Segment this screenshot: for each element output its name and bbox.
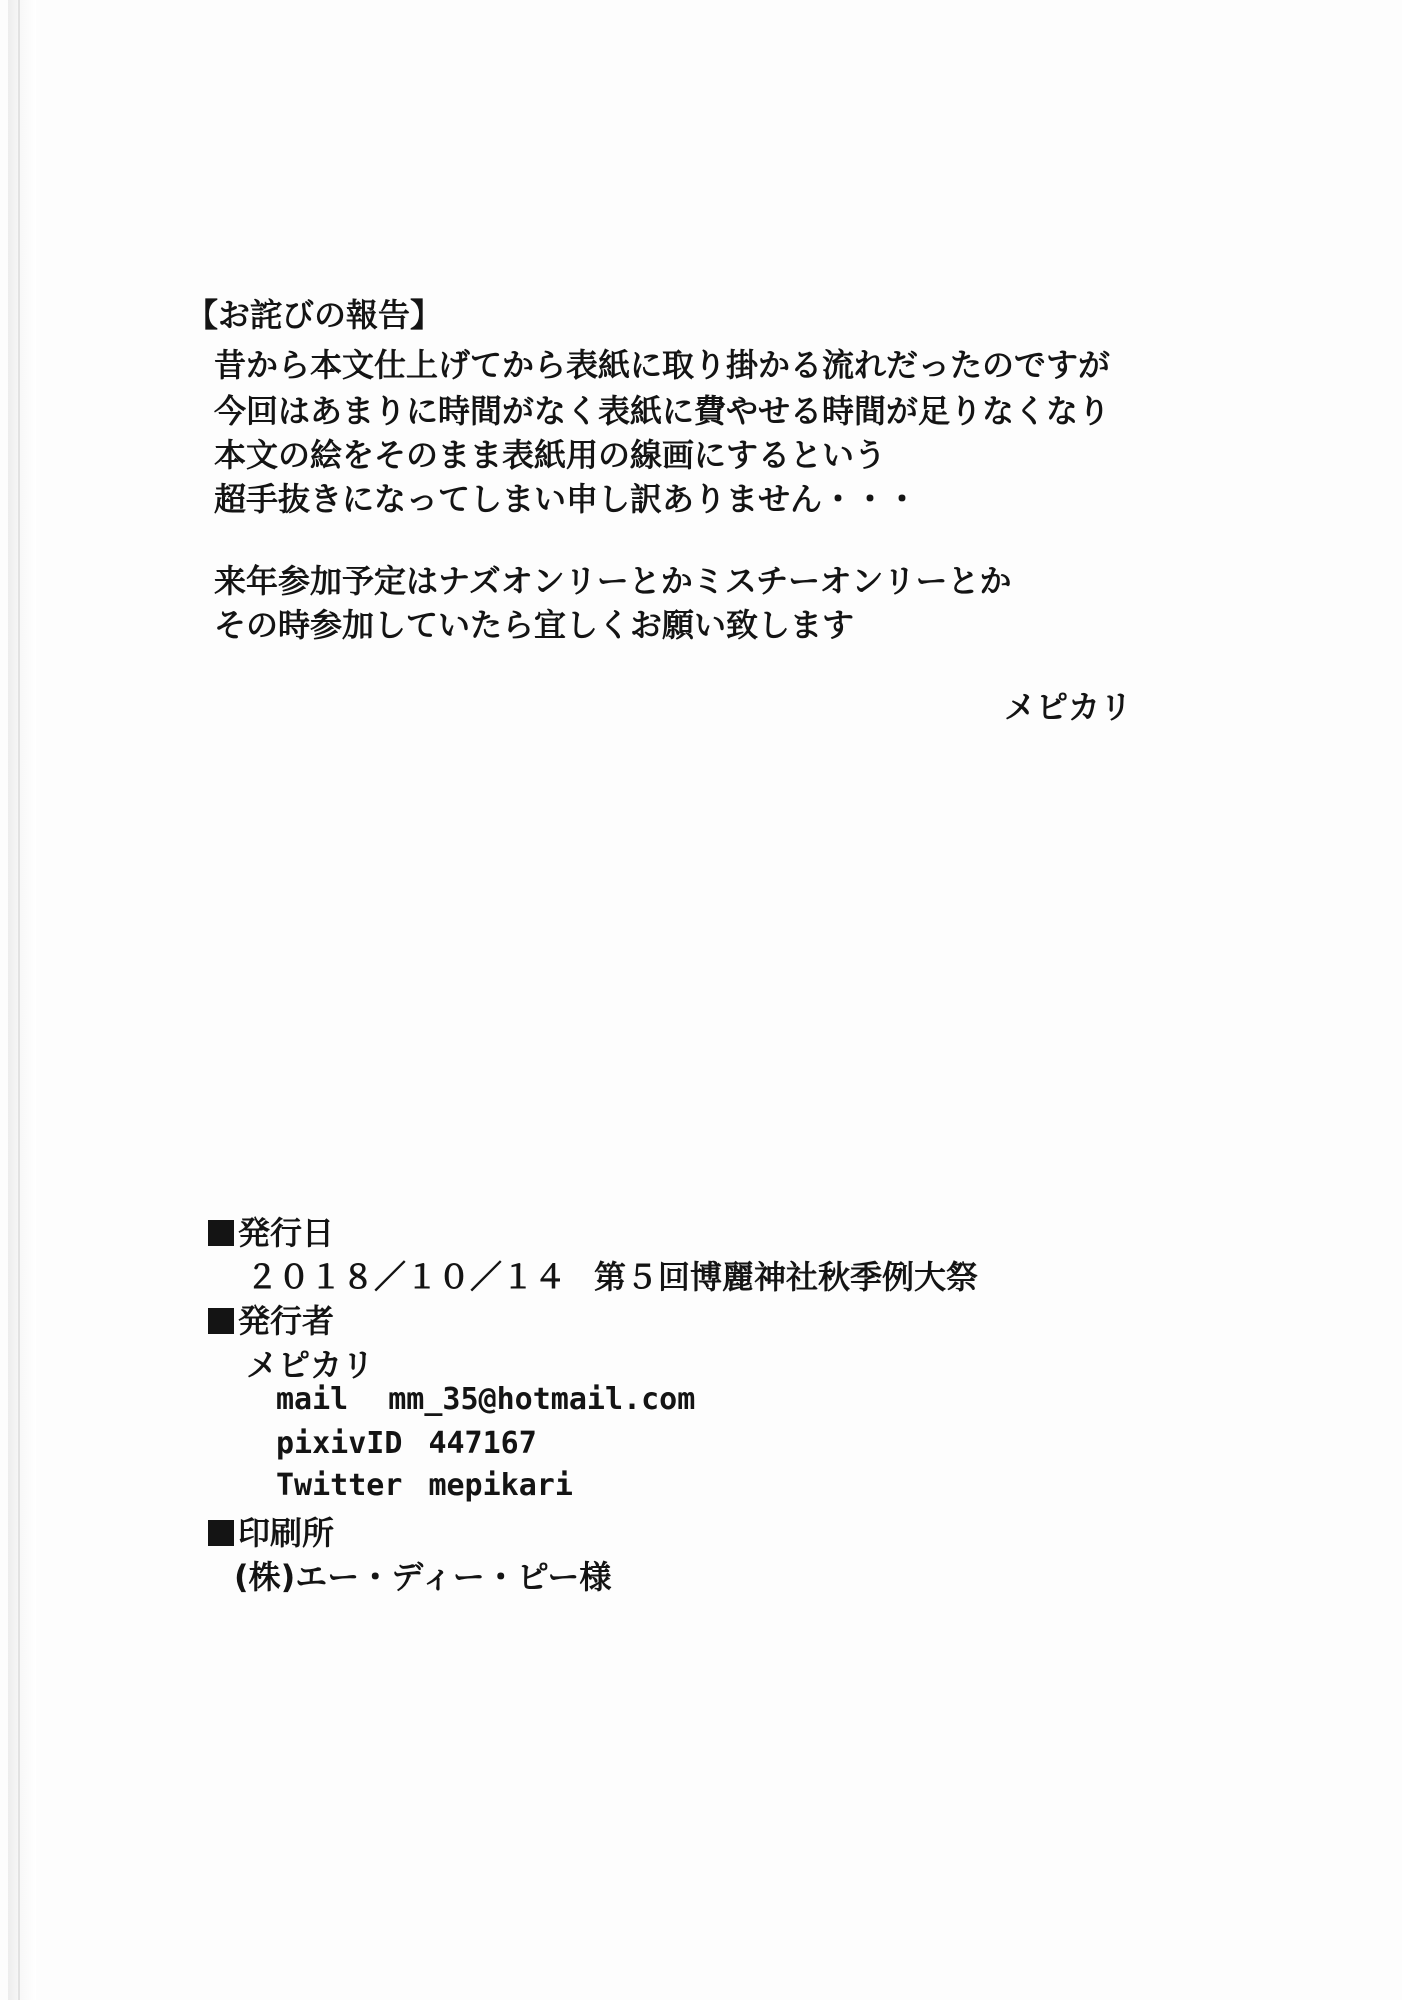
square-bullet-icon (208, 1520, 234, 1546)
issue-date-line (246, 1252, 978, 1298)
apology-line-2: 今回はあまりに時間がなく表紙に費やせる時間が足りなくなり (214, 392, 1111, 430)
mail-label: mail (276, 1382, 349, 1417)
apology-heading: 【お詫びの報告】 (186, 296, 443, 334)
issue-date-heading (208, 1208, 334, 1254)
printer-name: (株)エー・ディー・ピー様 (234, 1558, 612, 1596)
publisher-heading-label: 発行者 (238, 1302, 335, 1340)
mail-value: mm_35@hotmail.com (388, 1382, 696, 1417)
pixiv-value: 447167 (428, 1426, 537, 1461)
apology-line-4: 超手抜きになってしまい申し訳ありません・・・ (214, 480, 919, 518)
printer-heading (208, 1508, 334, 1554)
apology-line-3: 本文の絵をそのまま表紙用の線画にするという (214, 436, 887, 474)
apology-line-1: 昔から本文仕上げてから表紙に取り掛かる流れだったのですが (214, 346, 1111, 384)
twitter-value: mepikari (428, 1468, 573, 1503)
apology-line-5: 来年参加予定はナズオンリーとかミスチーオンリーとか (214, 562, 1012, 600)
publisher-name: メピカリ (246, 1346, 375, 1384)
issue-date: ２０１８／１０／１４ (246, 1258, 567, 1296)
pixiv-label: pixivID (276, 1426, 403, 1461)
page-edge-line (18, 0, 20, 2000)
square-bullet-icon (208, 1220, 234, 1246)
issue-date-heading-label: 発行日 (238, 1214, 335, 1252)
event-name: 第５回博麗神社秋季例大祭 (594, 1258, 979, 1296)
twitter-line (276, 1468, 573, 1503)
mail-line (276, 1382, 695, 1417)
twitter-label: Twitter (276, 1468, 403, 1503)
page-edge-shadow (8, 0, 36, 2000)
printer-heading-label: 印刷所 (238, 1514, 335, 1552)
square-bullet-icon (208, 1308, 234, 1334)
apology-line-6: その時参加していたら宜しくお願い致します (214, 606, 855, 644)
publisher-heading (208, 1296, 334, 1342)
signature: メピカリ (1004, 688, 1133, 726)
pixiv-line (276, 1426, 537, 1461)
